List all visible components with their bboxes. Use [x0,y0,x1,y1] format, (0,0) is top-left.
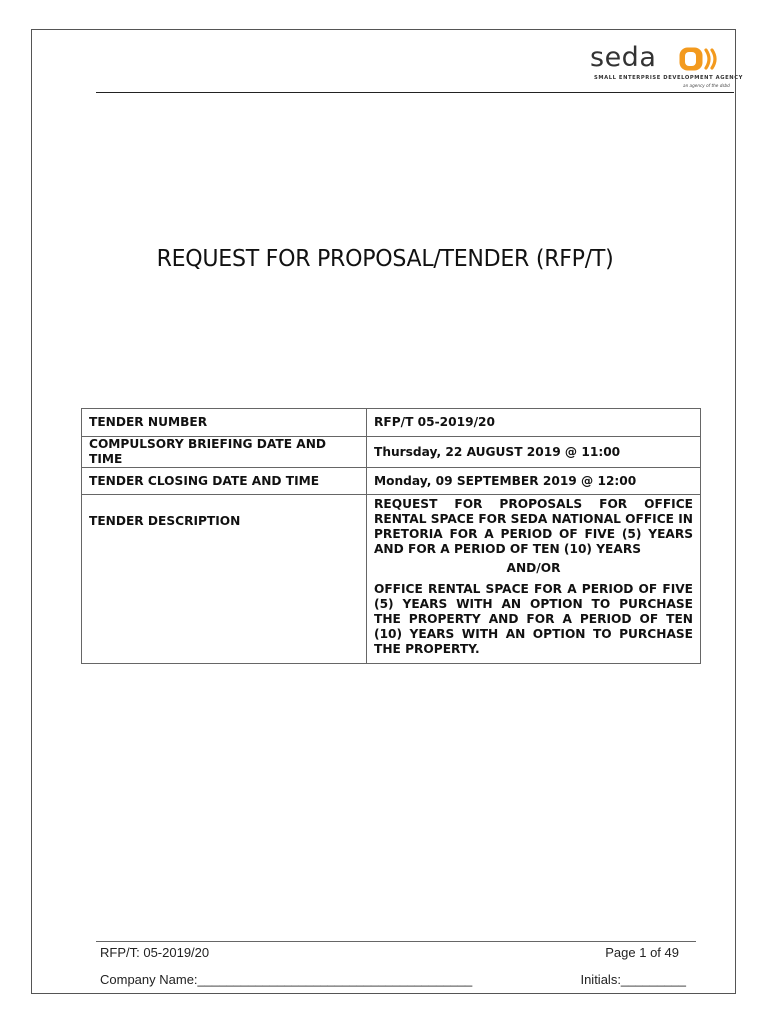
tender-info-table [81,408,701,664]
briefing-label: COMPULSORY BRIEFING DATE AND TIME [82,437,367,468]
initials-field: Initials:_________ [580,972,686,987]
closing-value: Monday, 09 SEPTEMBER 2019 @ 12:00 [367,468,701,495]
logo-tagline: an agency of the dsbd [683,83,730,88]
seda-logo [590,42,743,92]
logo-mark-icon [679,47,719,71]
description-label: TENDER DESCRIPTION [82,495,367,664]
tender-number-value: RFP/T 05-2019/20 [367,409,701,437]
company-name-field: Company Name:______________________________________ [100,972,473,987]
description-paragraph-2: OFFICE RENTAL SPACE FOR A PERIOD OF FIVE (5) YEARS WITH AN OPTION TO PURCHASE THE PROPERTY AND FOR A PERIOD OF TEN (10) YEARS WITH AN OPTION TO PURCHASE THE PROPERTY. [374,582,693,656]
page-number: Page 1 of 49 [605,945,679,960]
tender-number-label: TENDER NUMBER [82,409,367,437]
description-connector: AND/OR [506,561,561,575]
logo-agency-name: SMALL ENTERPRISE DEVELOPMENT AGENCY [594,75,743,81]
footer-reference: RFP/T: 05-2019/20 [100,945,210,960]
logo-wordmark: seda [590,42,657,73]
document-title: REQUEST FOR PROPOSAL/TENDER (RFP/T) [156,244,614,272]
table-row [82,495,701,664]
table-row [82,437,701,468]
description-value [367,495,701,664]
footer-divider [96,941,696,942]
header-divider [96,92,734,93]
table-row [82,468,701,495]
description-paragraph-1: REQUEST FOR PROPOSALS FOR OFFICE RENTAL SPACE FOR SEDA NATIONAL OFFICE IN PRETORIA FOR A PERIOD OF FIVE (5) YEARS AND FOR A PERIOD OF TEN (10) YEARS [374,497,693,556]
closing-label: TENDER CLOSING DATE AND TIME [82,468,367,495]
briefing-value: Thursday, 22 AUGUST 2019 @ 11:00 [367,437,701,468]
table-row [82,409,701,437]
